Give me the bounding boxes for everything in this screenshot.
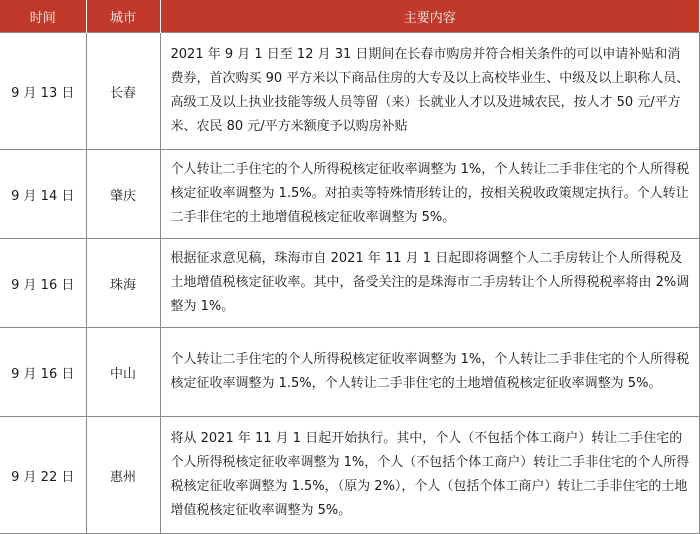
table-row	[0, 239, 699, 328]
table-row	[0, 417, 699, 534]
row-city: 珠海	[86, 239, 160, 328]
table-header	[0, 0, 699, 33]
row-city: 长春	[86, 33, 160, 150]
table-row	[0, 33, 699, 150]
row-city: 肇庆	[86, 150, 160, 239]
table-row	[0, 328, 699, 417]
header-city: 城市	[86, 0, 160, 33]
row-content: 个人转让二手住宅的个人所得税核定征收率调整为 1%，个人转让二手非住宅的个人所得税核定征收率调整为 1.5%，个人转让二手非住宅的土地增值税核定征收率调整为 5%。	[160, 328, 699, 417]
table-row	[0, 150, 699, 239]
row-content: 2021 年 9 月 1 日至 12 月 31 日期间在长春市购房并符合相关条件的可以申请补贴和消费券，首次购买 90 平方米以下商品住房的大专及以上高校毕业生、中级及以上职称人员、高级工及以上执业技能等级人员等留（来）长就业人才以及进城农民，按人才 50 元/平方米、农民 80 元/平方米额度予以购房补贴	[160, 33, 699, 150]
row-content: 根据征求意见稿，珠海市自 2021 年 11 月 1 日起即将调整个人二手房转让个人所得税及土地增值税核定征收率。其中，备受关注的是珠海市二手房转让个人所得税税率将由 2%调整为 1%。	[160, 239, 699, 328]
row-city: 惠州	[86, 417, 160, 534]
row-date: 9 月 22 日	[0, 417, 86, 534]
row-city: 中山	[86, 328, 160, 417]
row-content: 将从 2021 年 11 月 1 日起开始执行。其中，个人（不包括个体工商户）转让二手住宅的个人所得税核定征收率调整为 1%，个人（不包括个体工商户）转让二手非住宅的个人所得税核定征收率调整为 1.5%，（原为 2%），个人（包括个体工商户）转让二手非住宅的土地增值税核定征收率调整为 5%。	[160, 417, 699, 534]
row-date: 9 月 16 日	[0, 239, 86, 328]
row-date: 9 月 13 日	[0, 33, 86, 150]
row-date: 9 月 16 日	[0, 328, 86, 417]
row-content: 个人转让二手住宅的个人所得税核定征收率调整为 1%，个人转让二手非住宅的个人所得税核定征收率调整为 1.5%。对拍卖等特殊情形转让的，按相关税收政策规定执行。个人转让二手非住宅的土地增值税核定征收率调整为 5%。	[160, 150, 699, 239]
header-time: 时间	[0, 0, 86, 33]
row-date: 9 月 14 日	[0, 150, 86, 239]
header-content: 主要内容	[160, 0, 699, 33]
